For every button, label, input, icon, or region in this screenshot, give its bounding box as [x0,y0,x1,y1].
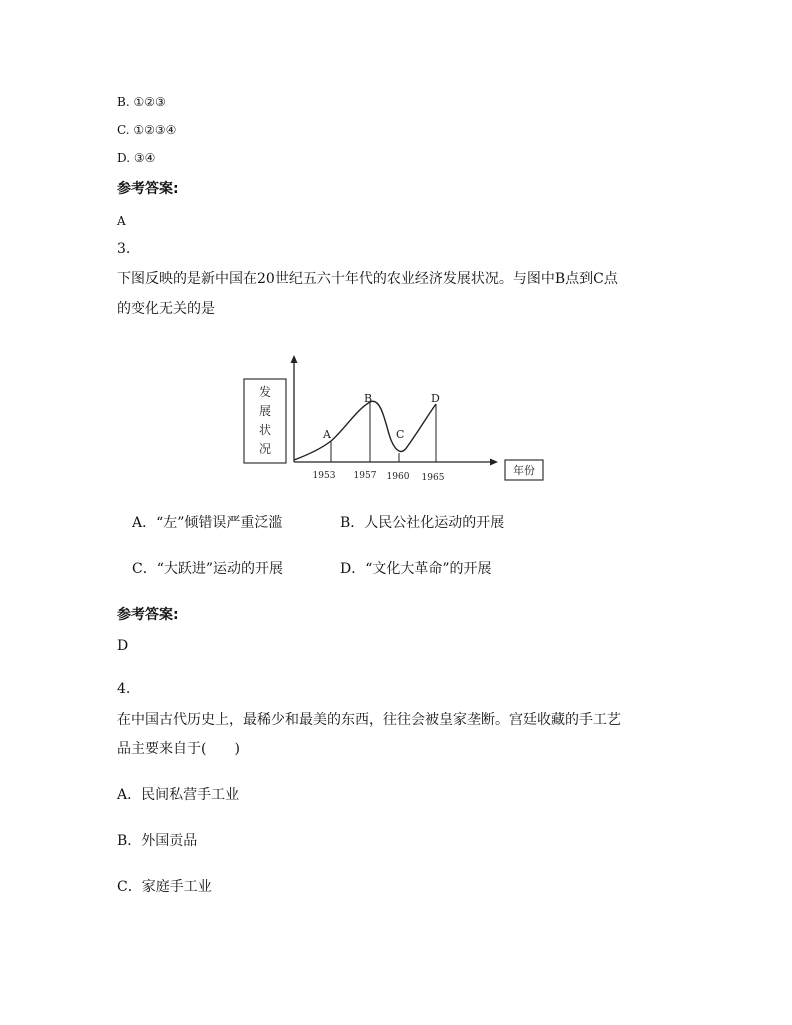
ylabel-char: 况 [258,442,272,456]
agriculture-development-figure [240,352,560,492]
answer-q2: A [117,214,126,228]
question-4-option-c: C．家庭手工业 [117,879,212,895]
tick-label: 1957 [353,471,377,481]
question-4-stem-line2: 品主要来自于( ) [117,741,240,757]
ylabel-char: 展 [258,404,272,418]
question-3-option-a: A．“左”倾错误严重泛滥 [132,515,283,531]
prev-option-d: D. ③④ [117,151,156,165]
point-label-b: B [364,392,373,405]
x-axis-arrow [490,459,498,466]
point-label-c: C [396,428,405,441]
ylabel-char: 发 [258,385,272,399]
question-4-stem-line1: 在中国古代历史上，最稀少和最美的东西，往往会被皇家垄断。宫廷收藏的手工艺 [117,712,621,728]
tick-label: 1960 [386,472,410,482]
question-3-option-c: C．“大跃进”运动的开展 [132,561,284,577]
answer-q3: D [117,638,129,654]
answer-heading-q2: 参考答案: [117,181,179,197]
xlabel: 年份 [513,464,535,477]
prev-option-b: B. ①②③ [117,95,166,109]
development-curve [294,401,436,460]
point-label-d: D [431,392,440,405]
tick-label: 1953 [312,471,336,481]
answer-heading-q3: 参考答案: [117,607,179,623]
ylabel-char: 状 [258,423,272,437]
tick-label: 1965 [421,473,445,483]
question-3-stem-line2: 的变化无关的是 [117,301,215,317]
question-4-option-a: A．民间私营手工业 [117,787,240,803]
question-3-option-b: B．人民公社化运动的开展 [340,515,505,531]
point-label-a: A [323,428,331,441]
question-4-option-b: B．外国贡品 [117,833,198,849]
prev-option-c: C. ①②③④ [117,123,177,137]
question-4-number: 4. [117,681,131,697]
question-3-number: 3. [117,241,131,257]
question-3-option-d: D．“文化大革命”的开展 [340,561,492,577]
question-3-stem-line1: 下图反映的是新中国在20世纪五六十年代的农业经济发展状况。与图中B点到C点 [117,271,618,287]
y-axis-arrow [291,355,298,363]
